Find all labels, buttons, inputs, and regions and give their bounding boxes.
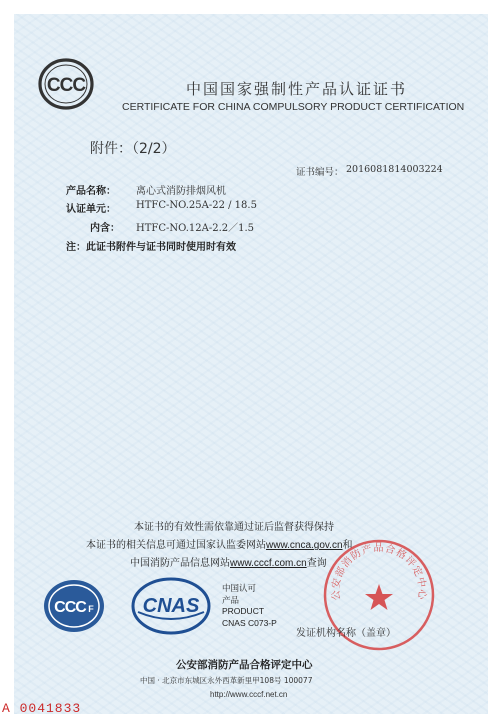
footer-line-3-suffix: 查询 bbox=[306, 558, 327, 569]
contains-label: 内含： bbox=[90, 223, 120, 234]
footer-line-2 bbox=[86, 536, 353, 551]
cccf-logo-mark: F bbox=[88, 604, 94, 614]
footer-line-3-prefix: 中国消防产品信息网站 bbox=[130, 558, 230, 569]
footer-line-2-prefix: 本证书的相关信息可通过国家认监委网站 bbox=[86, 540, 266, 551]
stamp-text: 公安部消防产品合格评定中心 bbox=[330, 543, 428, 601]
cert-unit-label: 认证单元： bbox=[66, 204, 116, 215]
certificate-number-value: 2016081814003224 bbox=[346, 164, 443, 175]
certificate-number-label: 证书编号： bbox=[296, 167, 344, 178]
cnas-logo-icon bbox=[130, 576, 212, 636]
ccc-logo-text: CCC bbox=[46, 75, 86, 96]
product-name-label: 产品名称： bbox=[66, 186, 116, 197]
cnas-logo-text: CNAS bbox=[142, 595, 200, 617]
validity-note: 注：此证书附件与证书同时使用时有效 bbox=[66, 242, 236, 253]
ccc-logo-icon bbox=[38, 56, 94, 112]
contains-value: HTFC-NO.12A-2.2／1.5 bbox=[136, 223, 255, 234]
agency-name: 公安部消防产品合格评定中心 bbox=[176, 659, 313, 671]
footer-line-1: 本证书的有效性需依靠通过证后监督获得保持 bbox=[134, 522, 334, 533]
cnas-info-1: 中国认可 bbox=[222, 584, 257, 594]
title-chinese: 中国国家强制性产品认证证书 bbox=[186, 80, 408, 98]
certificate-sheet bbox=[14, 14, 488, 714]
serial-number: A 0041833 bbox=[2, 701, 82, 716]
agency-website-link[interactable]: http://www.cccf.net.cn bbox=[210, 690, 288, 699]
cnca-website-link[interactable]: www.cnca.gov.cn bbox=[266, 540, 343, 551]
cccf-website-link[interactable]: www.cccf.com.cn bbox=[230, 558, 307, 569]
cccf-logo-icon bbox=[42, 578, 106, 634]
cert-unit-value: HTFC-NO.25A-22 / 18.5 bbox=[136, 200, 257, 211]
issuer-label: 发证机构名称（盖章） bbox=[296, 628, 396, 639]
footer-line-2-suffix: 和 bbox=[342, 540, 353, 551]
product-name-value: 离心式消防排烟风机 bbox=[136, 186, 226, 197]
footer-line-3 bbox=[130, 554, 327, 569]
title-english: CERTIFICATE FOR CHINA COMPULSORY PRODUCT CERTIFICATION bbox=[122, 101, 465, 113]
cnas-info-3: PRODUCT bbox=[222, 606, 265, 616]
cnas-info-4: CNAS C073-P bbox=[222, 618, 277, 628]
agency-address: 中国 · 北京市东城区永外西革新里甲108号 100077 bbox=[140, 676, 313, 685]
attachment-label: 附件：（2/2） bbox=[90, 141, 176, 157]
cccf-logo-text: CCC bbox=[54, 599, 86, 616]
cnas-info-2: 产品 bbox=[222, 596, 240, 606]
